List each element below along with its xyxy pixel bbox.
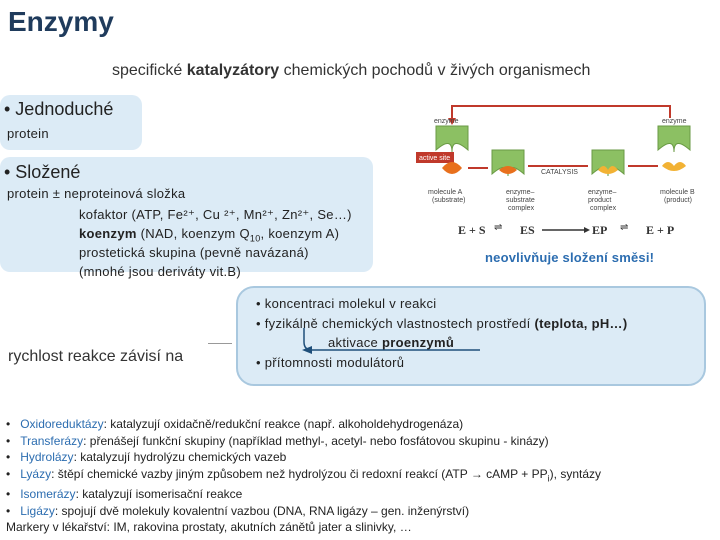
mol-a-label2: (substrate) [432, 197, 466, 204]
page-title: Enzymy [8, 6, 114, 37]
class-item-hydrolases: • Hydrolázy: katalyzují hydrolýzu chemických vazeb [6, 450, 287, 464]
active-site-label: active site [419, 155, 451, 162]
complex-line5: (mnohé jsou deriváty vit.B) [79, 264, 241, 279]
class-item-oxidoreductases: • Oxidoreduktázy: katalyzují oxidačně/redukční reakce (např. alkoholdehydrogenáza) [6, 417, 464, 431]
subtitle-bold: katalyzátory [186, 62, 280, 79]
epc-label1: enzyme– [588, 189, 617, 196]
molecule-a-shape [442, 162, 462, 174]
activation-arrowhead [302, 346, 312, 354]
enzyme-right-label: enzyme [662, 118, 687, 125]
complex-line4: prostetická skupina (pevně navázaná) [79, 245, 309, 260]
rate-connector [208, 343, 232, 344]
subtitle-post: chemických pochodů v živých organismech [279, 62, 591, 79]
epc-label2: product [588, 197, 612, 204]
proenzym-bold: proenzymů [382, 335, 455, 350]
rate-item-1: • koncentraci molekul v reakci [256, 296, 437, 311]
simple-heading: • Jednoduché [4, 99, 114, 119]
subtitle [112, 62, 590, 80]
molecule-b-shape [662, 162, 686, 171]
koenzym-sub: 10 [249, 233, 261, 244]
subtitle-pre: specifické [112, 62, 187, 79]
activation-arrow [296, 326, 482, 366]
rate-item-4: • přítomnosti modulátorů [256, 355, 405, 370]
equilibrium-note: neovlivňuje složení směsi! [485, 250, 655, 265]
eq-es: E + S [458, 223, 486, 237]
activation-arrow-line [304, 328, 480, 350]
rate-item-2: • fyzikálně chemických vlastnostech prostředí (teplota, pH…) [256, 316, 628, 331]
enzyme-classes-list [6, 416, 601, 536]
esc-label2: substrate [506, 197, 535, 204]
complex-heading: • Složené [4, 162, 81, 182]
complex-enzymes-box [0, 157, 373, 279]
eq-es2: ES [520, 223, 535, 237]
enzyme-left-label: enzyme [434, 118, 459, 125]
markers-line: Markery v lékařství: IM, rakovina prostaty, akutních zánětů jater a slinivky, … [6, 520, 412, 535]
complex-line1: protein ± neproteinová složka [7, 186, 186, 201]
complex-line2: kofaktor (ATP, Fe²⁺, Cu ²⁺, Mn²⁺, Zn²⁺, Se…) [79, 207, 352, 222]
eq-arrow2-head [584, 227, 590, 233]
simple-enzymes-box [0, 95, 142, 150]
mol-b-label: molecule B [660, 189, 695, 196]
eq-ep: EP [592, 223, 608, 237]
enzyme-right-shape [658, 126, 690, 152]
eq-arrow1: ⇌ [494, 222, 503, 233]
enzyme-catalysis-diagram [412, 96, 718, 246]
catalysis-label: CATALYSIS [541, 169, 578, 176]
aktivace-text: aktivace [328, 335, 383, 350]
koenzym-text: (NAD, koenzym Q [136, 226, 250, 241]
class-item-ligases: • Ligázy: spojují dvě molekuly kovalentní vazbou (DNA, RNA ligázy – gen. inženýrství) [6, 503, 470, 518]
cycle-arrow [452, 106, 670, 118]
koenzym-bold: koenzym [79, 226, 137, 241]
class-item-lyases: • Lyázy: štěpí chemické vazby jiným způsobem než hydrolýzou či redoxní reakcí (ATP → cAMP + $PP_i$), syntázy [6, 466, 602, 483]
koenzym-end: , koenzym A) [260, 226, 340, 241]
epc-label3: complex [590, 205, 617, 212]
complex-line3 [79, 226, 339, 244]
esc-label1: enzyme– [506, 189, 535, 196]
mol-a-label: molecule A [428, 189, 463, 196]
rate-label: rychlost reakce závisí na [8, 348, 184, 365]
enzyme-left-shape [436, 126, 468, 152]
class-item-isomerases: • Isomerázy: katalyzují isomerisační reakce [6, 487, 243, 502]
esc-label3: complex [508, 205, 535, 212]
eq-ep2: E + P [646, 223, 675, 237]
class-item-transferases: • Transferázy: přenášejí funkční skupiny (například methyl-, acetyl- nebo fosfátovou skupinu - kinázy) [6, 433, 549, 448]
mol-b-label2: (product) [664, 197, 693, 204]
eq-arrow3: ⇌ [620, 222, 629, 233]
simple-sub: protein [7, 126, 49, 141]
